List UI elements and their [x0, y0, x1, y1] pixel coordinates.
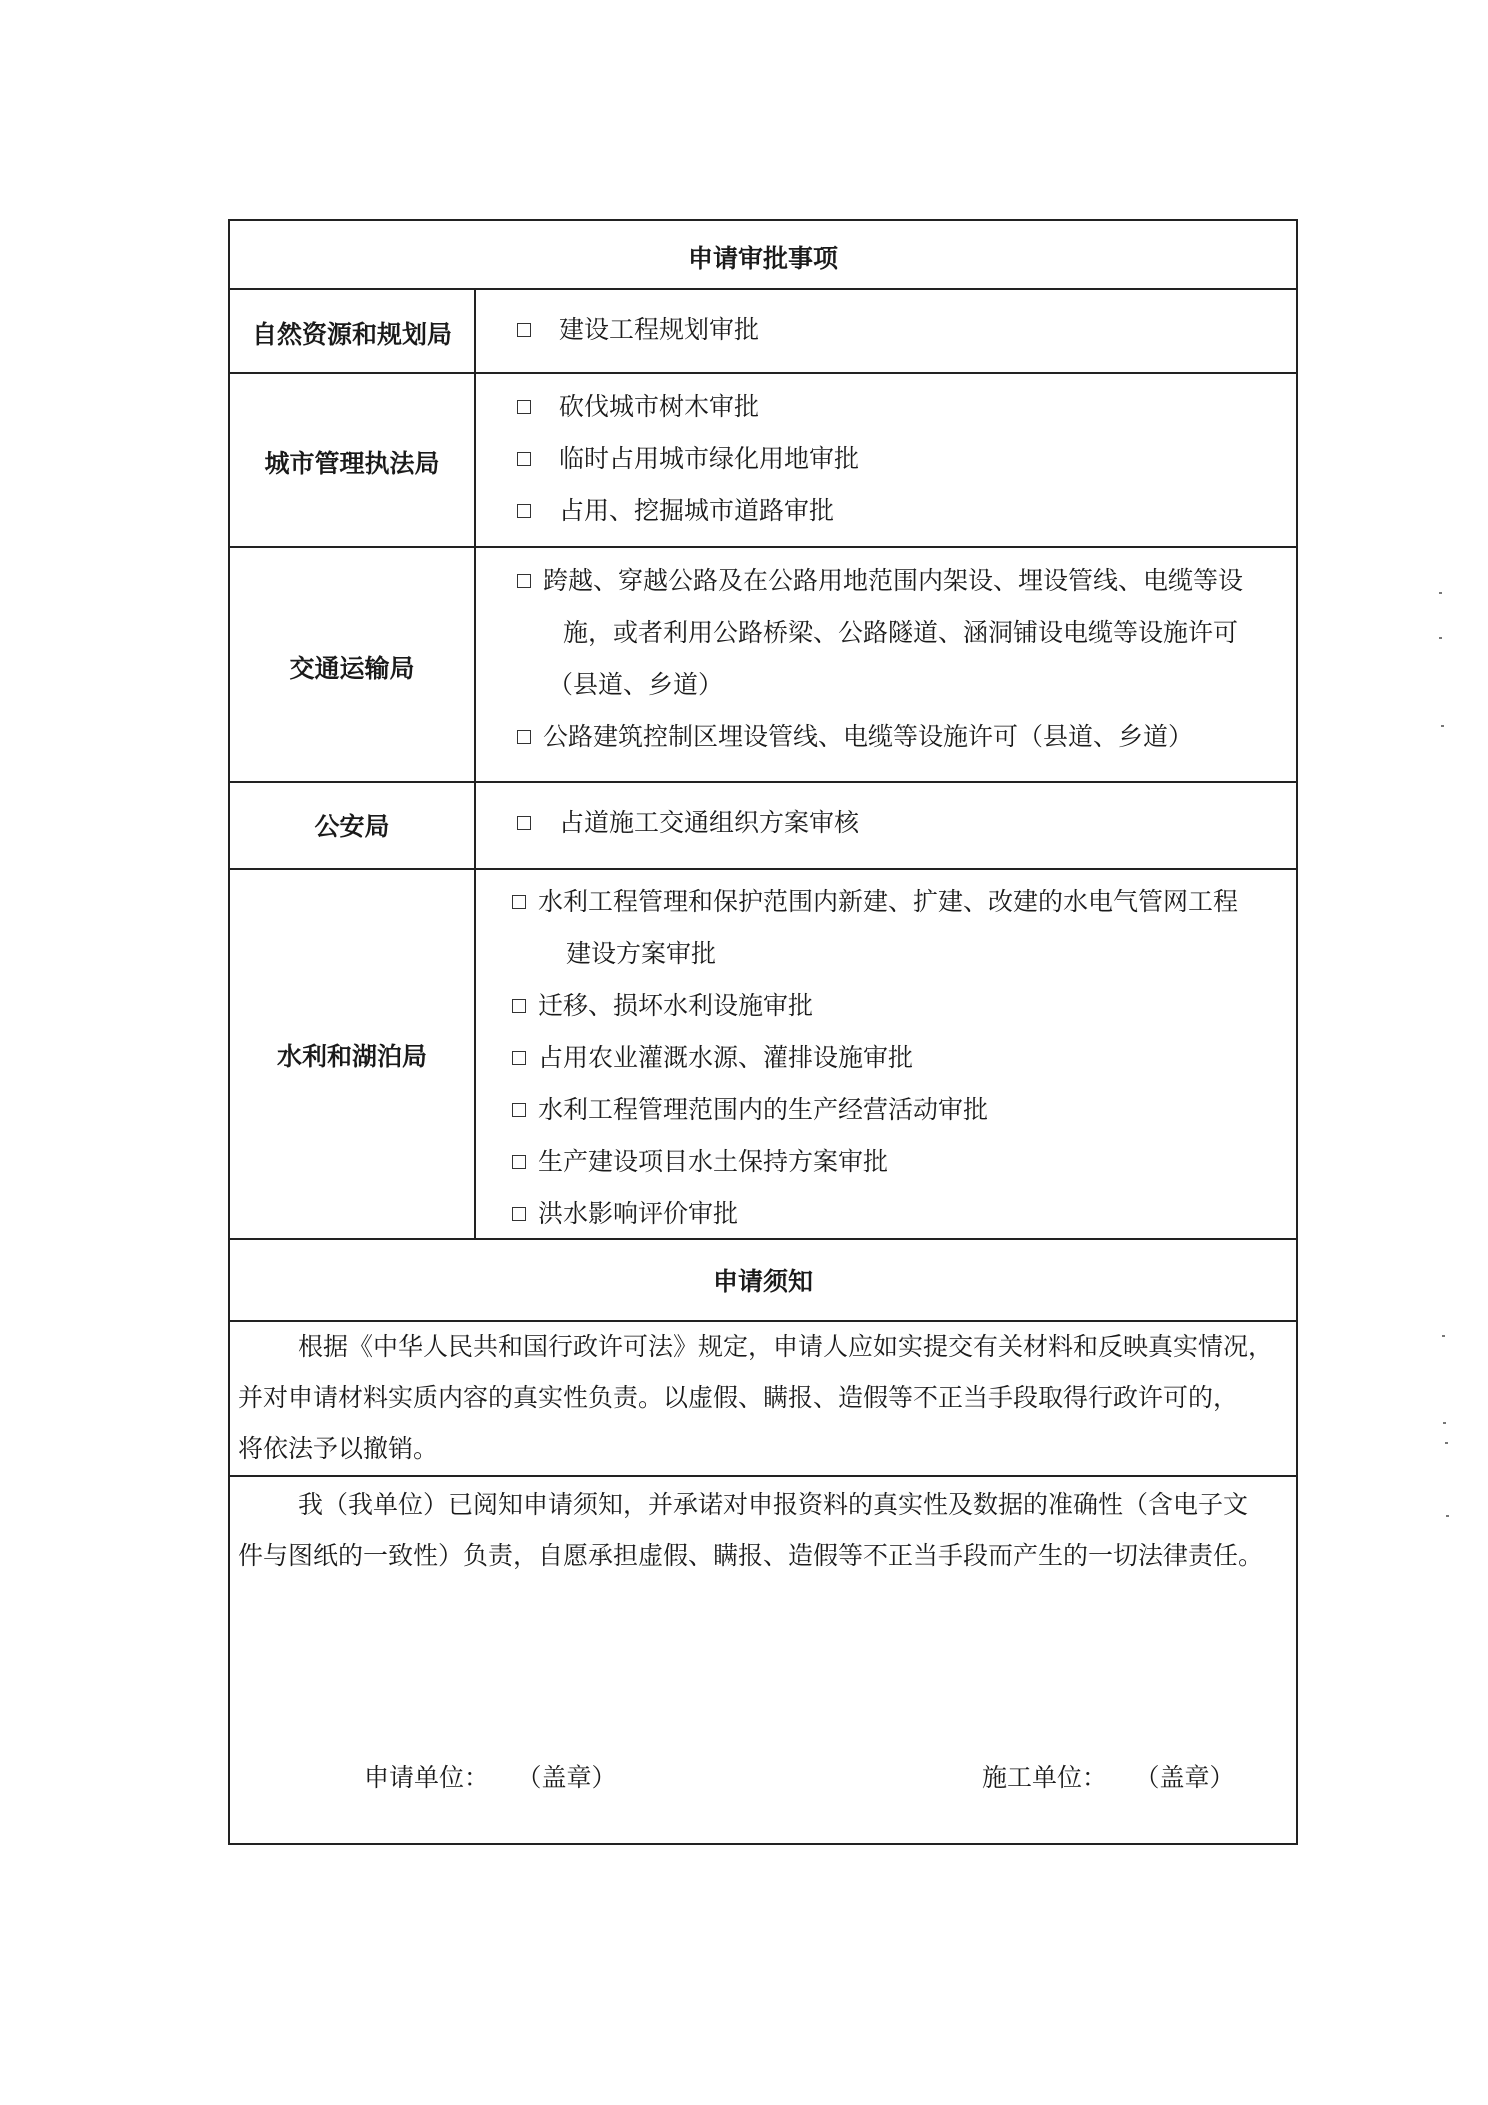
department-natural-resources: 自然资源和规划局	[251, 320, 452, 349]
approval-item	[512, 1032, 913, 1084]
applicant-seal: （盖章）	[529, 1763, 617, 1792]
item-label: 公路建筑控制区埋设管线、电缆等设施许可（县道、乡道）	[543, 722, 1194, 751]
item-label: 跨越、穿越公路及在公路用地范围内架设、埋设管线、电缆等设	[543, 566, 1244, 595]
approval-item	[517, 304, 759, 356]
item-label: 占用、挖掘城市道路审批	[559, 496, 835, 525]
section-title-approval-items: 申请审批事项	[687, 244, 838, 273]
approval-item	[512, 980, 813, 1032]
row-divider	[230, 288, 1296, 290]
department-urban-management: 城市管理执法局	[264, 449, 440, 478]
item-label: 迁移、损坏水利设施审批	[538, 991, 814, 1020]
checkbox[interactable]	[517, 816, 531, 830]
approval-item	[512, 1136, 888, 1188]
checkbox[interactable]	[517, 400, 531, 414]
commitment-line: 我（我单位）已阅知申请须知，并承诺对申报资料的真实性及数据的准确性（含电子文	[298, 1490, 1249, 1519]
notice-line: 并对申请材料实质内容的真实性负责。以虚假、瞒报、造假等不正当手段取得行政许可的，	[238, 1383, 1239, 1412]
notice-line: 根据《中华人民共和国行政许可法》规定，申请人应如实提交有关材料和反映真实情况，	[298, 1332, 1274, 1361]
item-label-continued: （县道、乡道）	[548, 670, 724, 699]
department-transport: 交通运输局	[289, 654, 415, 683]
scan-speck	[1439, 592, 1442, 594]
scan-speck	[1446, 1515, 1449, 1517]
checkbox[interactable]	[512, 1155, 526, 1169]
item-label: 水利工程管理范围内的生产经营活动审批	[538, 1095, 989, 1124]
approval-item	[517, 433, 859, 485]
scan-speck	[1439, 637, 1442, 639]
checkbox[interactable]	[512, 1207, 526, 1221]
approval-item	[517, 485, 834, 537]
item-label-continued: 施，或者利用公路桥梁、公路隧道、涵洞铺设电缆等设施许可	[563, 618, 1239, 647]
notice-line: 将依法予以撤销。	[238, 1434, 439, 1463]
checkbox[interactable]	[517, 452, 531, 466]
approval-item	[517, 381, 759, 433]
checkbox[interactable]	[517, 504, 531, 518]
scan-speck	[1441, 725, 1444, 727]
checkbox[interactable]	[512, 1051, 526, 1065]
item-label: 洪水影响评价审批	[538, 1199, 739, 1228]
item-label: 建设工程规划审批	[559, 315, 760, 344]
approval-item	[512, 1188, 738, 1240]
item-label: 水利工程管理和保护范围内新建、扩建、改建的水电气管网工程	[538, 887, 1239, 916]
checkbox[interactable]	[512, 895, 526, 909]
row-divider	[230, 546, 1296, 548]
department-public-security: 公安局	[314, 812, 390, 841]
row-divider	[230, 781, 1296, 783]
notice-paragraph	[238, 1321, 1288, 1474]
item-label: 临时占用城市绿化用地审批	[559, 444, 860, 473]
approval-item	[512, 1084, 988, 1136]
row-divider	[230, 868, 1296, 870]
applicant-signature	[364, 1758, 617, 1794]
checkbox[interactable]	[512, 1103, 526, 1117]
checkbox[interactable]	[517, 323, 531, 337]
department-water-resources: 水利和湖泊局	[276, 1042, 427, 1071]
item-label: 生产建设项目水土保持方案审批	[538, 1147, 889, 1176]
applicant-label: 申请单位：	[364, 1763, 490, 1792]
approval-item	[517, 711, 1193, 763]
item-label: 占用农业灌溉水源、灌排设施审批	[538, 1043, 914, 1072]
approval-item	[512, 876, 1238, 928]
item-label-continued: 建设方案审批	[566, 939, 717, 968]
contractor-signature	[982, 1758, 1235, 1794]
checkbox[interactable]	[517, 730, 531, 744]
contractor-label: 施工单位：	[982, 1763, 1108, 1792]
row-divider	[230, 1238, 1296, 1240]
section-title-notice: 申请须知	[712, 1267, 813, 1296]
row-divider	[230, 1475, 1296, 1477]
contractor-seal: （盖章）	[1147, 1763, 1235, 1792]
checkbox[interactable]	[517, 574, 531, 588]
approval-item	[517, 797, 859, 849]
scan-speck	[1445, 1442, 1448, 1444]
checkbox[interactable]	[512, 999, 526, 1013]
approval-form	[228, 219, 1298, 1845]
approval-item	[517, 555, 1243, 607]
column-divider	[474, 288, 476, 1238]
item-label: 砍伐城市树木审批	[559, 392, 760, 421]
scan-speck	[1442, 1335, 1445, 1337]
commitment-paragraph	[238, 1479, 1288, 1581]
item-label: 占道施工交通组织方案审核	[559, 808, 860, 837]
scan-speck	[1443, 1422, 1446, 1424]
row-divider	[230, 372, 1296, 374]
commitment-line: 件与图纸的一致性）负责，自愿承担虚假、瞒报、造假等不正当手段而产生的一切法律责任。	[238, 1541, 1264, 1570]
